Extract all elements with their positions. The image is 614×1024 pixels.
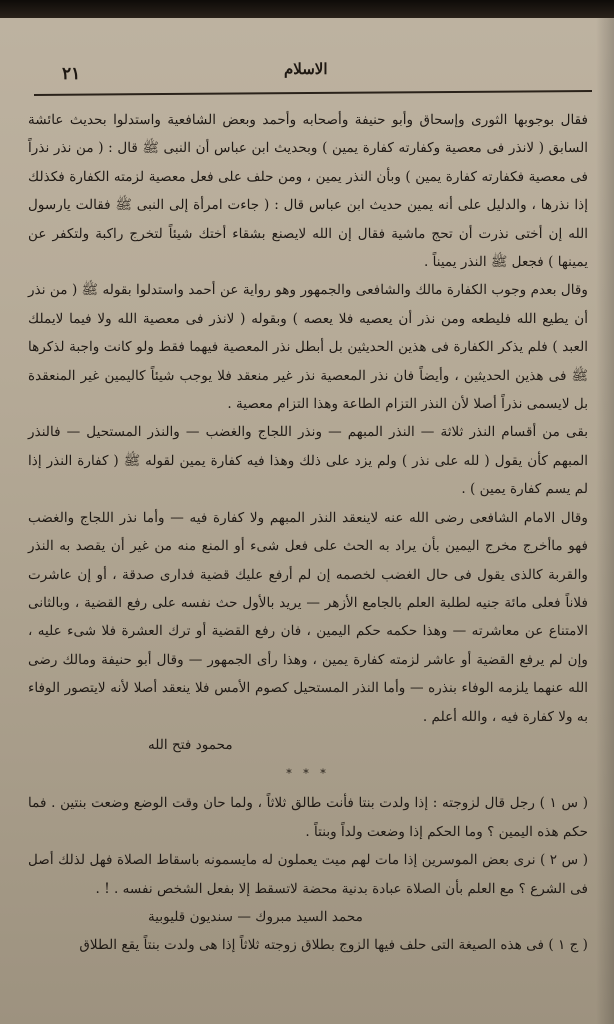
- article-body: [28, 106, 588, 960]
- page-shadow: [596, 18, 614, 1024]
- page-top-shadow: [0, 0, 614, 18]
- header-rule: [34, 90, 592, 96]
- book-page: [0, 18, 614, 1024]
- question-1: ( س ١ ) رجل قال لزوجته : إذا ولدت بنتا فأنت طالق ثلاثاً ، ولما حان وقت الوضع وضعت بنتين . فما حكم هذه اليمين ؟ وما الحكم إذا وضعت ولداً وبنتاً .: [28, 795, 589, 840]
- question-2: ( س ٢ ) نرى بعض الموسرين إذا مات لهم ميت يعملون له مايسمونه باسقاط الصلاة فهل لذلك أصل فى الشرع ؟ مع العلم بأن الصلاة عبادة بدنية محضة لاتسقط إلا بفعل الشخص نفسه . ! .: [28, 852, 588, 897]
- paragraph: بقى من أقسام النذر ثلاثة — النذر المبهم — ونذر اللجاج والغضب — والنذر المستحيل — فالنذر المبهم كأن يقول ( لله على نذر ) ولم يزد على ذلك وهذا فيه كفارة يمين لقوله ﷺ ( كفارة النذر إذا لم يسم كفارة يمين ) .: [28, 424, 588, 498]
- answer-1: ( ج ١ ) فى هذه الصيغة التى حلف فيها الزوج بطلاق زوجته ثلاثاً إذا هى ولدت بنتاً يقع الطلاق: [79, 937, 588, 954]
- questioner-signature: محمد السيد مبروك — سنديون قليوبية: [148, 908, 363, 925]
- paragraph: فقال بوجوبها الثورى وإسحاق وأبو حنيفة وأصحابه وأحمد وبعض الشافعية واستدلوا بحديث عائشة السابق ( لانذر فى معصية وكفارته كفارة يمين ) وبحديث ابن عباس أن النبى ﷺ قال : ( من نذر نذراً فى معصية فكفارته كفارة يمين ) وبأن النذر يمين ، ومن حلف على فعل معصية لزمته الكفارة فكذلك إذا نذرها ، والدليل على أنه يمين حديث ابن عباس قال : ( جاءت امرأة إلى النبى ﷺ فقالت يارسول الله إن أختى نذرت أن تحج ماشية فقال إن الله لايصنع بشقاء أختك شيئاً لتخرج راكبة ولتكفر عن يمينها ) فجعل ﷺ النذر يميناً .: [28, 112, 588, 271]
- page-number: ٢١: [62, 64, 81, 84]
- author-signature: محمود فتح الله: [148, 736, 233, 753]
- paragraph: وقال بعدم وجوب الكفارة مالك والشافعى والجمهور وهو رواية عن أحمد واستدلوا بقوله ﷺ ( من نذر أن يطيع الله فليطعه ومن نذر أن يعصيه فلا يعصه ) وبقوله ( لانذر فى معصية الله ولا فيما لايملك العبد ) فلم يذكر الكفارة فى هذين الحديثين بل أبطل نذر المعصية فيهما فقط ولو كانت واجبة لذكرها ﷺ فى هذين الحديثين ، وأيضاً فان نذر المعصية نذر غير منعقد فلا يوجب شيئاً كاليمين غير المنعقدة بل لايسمى نذراً أصلا لأن النذر التزام الطاعة وهذا التزام معصية .: [28, 282, 588, 413]
- page-header: [14, 62, 592, 98]
- paragraph: وقال الامام الشافعى رضى الله عنه لاينعقد النذر المبهم ولا كفارة فيه — وأما نذر اللجاج والغضب فهو ماأخرج مخرج اليمين بأن يراد به الحث على فعل شىء أو المنع منه من غير أن يقصد به النذر والقربة كالذى يقول فى حال الغضب لخصمه إن لم أرفع عليك قضية فدارى صدقة ، أو إن عاشرت فلاناً فعلى مائة جنيه لطلبة العلم بالجامع الأزهر — يريد بالأول حث نفسه على رفع القضية ، وبالثانى الامتناع عن معاشرته — وهذا حكمه حكم اليمين ، فان رفع القضية أو ترك العشرة فلا شىء عليه ، وإن لم يرفع القضية أو عاشر لزمته كفارة يمين ، وهذا رأى الجمهور — وقال أبو حنيفة ومالك رضى الله عنهما يلزمه الوفاء بنذره — وأما النذر المستحيل كصوم الأمس فلا ينعقد أصلا لأنه لايتصور الوفاء به ولا كفارة فيه ، والله أعلم .: [28, 509, 588, 725]
- running-title: الاسلام: [284, 60, 328, 78]
- section-divider: * * *: [286, 767, 330, 781]
